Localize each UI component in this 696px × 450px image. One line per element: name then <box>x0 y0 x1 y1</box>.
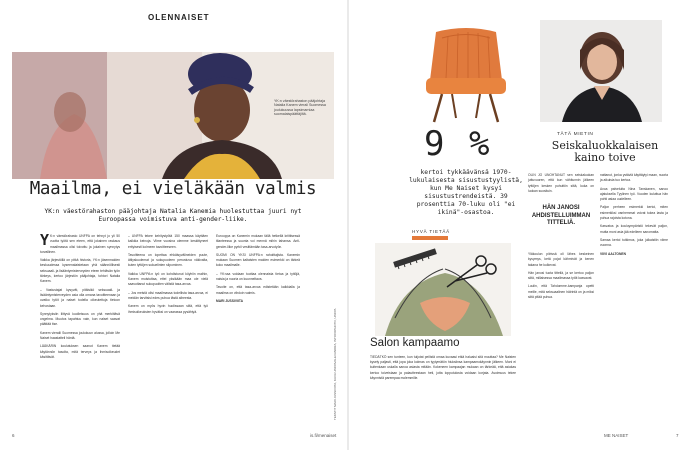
paragraph: Samaa kertoi tutkimus, joka julkaistiin viime vuonna. <box>600 237 668 248</box>
dropcap: Y <box>40 231 50 249</box>
page-spine <box>347 0 349 450</box>
pull-quote: HÄN JANOSI AHDISTELLUIMMAN TITTELIÄ. <box>531 205 591 226</box>
author-byline: VIIVI AALTONEN <box>600 251 626 256</box>
paragraph: OLIN JO UNOHTANUT sen seiskaluokan juttuvuoren, että kun vähitunnin jälkeen tyttöjen kesken puhuttiin siitä, kuka on luokan suosituin. <box>528 173 594 193</box>
orange-accent-bar <box>412 236 448 240</box>
paragraph: – Jos meistä olisi maailmassa todellista tasa-arvoa, ei meidän tarvitsisi edes puhua tästä aiheesta. <box>128 290 208 300</box>
article-column-3 <box>216 234 300 307</box>
column-text-1-top <box>528 173 594 197</box>
salon-body: TIEDÄTKÖ sen tunteen, kun tuijotat peilistä omaa kuvaasi etkä haluaisi sitä muuttaa? Me Naisten kysely paljasti, että jopa joka kolmas on tyytymätön hiuksiinsa kampaamokäynnin jälkeen. Moni ei kuitenkaan uskalla sanoa asiasta mitään. Kokeneen kampaajan mukaan on tärkeää, että asiakas kertoo toiveistaan ja palautteestaan heti, jotta lopputulosta voidaan korjata. Avoimuus tekee käynnistä parempaa molemmille. <box>370 355 516 380</box>
side-credit <box>333 270 339 420</box>
section-label: OLENNAISET <box>148 13 210 22</box>
paragraph: – YK:ssa voidaan tuottaa olennaista tietoa ja tyttöjä, naisia ja nuoria on kuunneltava. <box>216 271 300 282</box>
paragraph: Tavoitteena on lopettaa ehkäisyvälineiden puute, äitiyskuolemat ja sukupuoleen perustuva väkivalta, kuten tyttöjen sukuelinten silpominen. <box>128 252 208 268</box>
paragraph: Hän janosi tuota titteliä, ja se kertoo paljon siitä, millaisessa maailmassa tytöt kasvavat. <box>528 270 594 281</box>
scissors-comb-image <box>375 243 511 336</box>
paragraph: Tavoite on, että tasa-arvoa edistetään kaikkialla ja maailma on vihdoin valmis. <box>216 285 300 295</box>
article-headline: Maailma, ei vieläkään valmis <box>29 179 317 199</box>
folio-brand: ME NAISET <box>604 433 629 438</box>
paragraph: Kanem on myös hyvin huolissaan siitä, että työ ihmisoikeuksien hyväksi on vaarassa pysähtyä. <box>128 304 208 314</box>
photo-caption: YK:n väestörahaston pääjohtaja Natalia Kanem vierali Suomessa joulukuussa lapsimarniaa suomalaispäättäjiltä. <box>274 99 326 116</box>
article-lead: YK:n väestörahaston pääjohtaja Natalia Kanemia huolestuttaa juuri nyt Euroopassa voimistuva anti-gender-liike. <box>44 208 302 223</box>
column-label: TÄTÄ MIETIN <box>557 132 594 137</box>
page-number-right: 7 <box>676 433 679 438</box>
paragraph: Eurooppa on Kanemin mukaan tällä hetkellä kriittisessä tilanteessa ja suunta voi mennä mihin tahansa. Anti-gender-liike pyrkii vesittämään tasa-arvotyön. <box>216 234 300 249</box>
article-column-2 <box>128 234 208 318</box>
paragraph: Vaikka järjestöllä on pitkä historia, YK:n jäsenmaiden keskuudessa kyseenalaistetaan yhä säännöllisesti seksuaali- ja lisääntymisterveyden eteen tehtävän työn tärkeys, kertoo järjestön pääjohtaja, tohtori Natalia Kanem. <box>40 258 120 284</box>
stat-number: 9 % <box>424 124 492 164</box>
paragraph: SUOMI ON YKSI UNFPA:n rahoittajista. Kanemin mukaan Suomen kaltaisten maiden esimerkki on tärkeä koko maailmalle. <box>216 252 300 268</box>
column-text-2 <box>600 173 668 260</box>
columnist-photo <box>540 20 662 122</box>
paragraph: Yläkoulun piirissä oli lähes keskeinen kysymys, ketä pojat kähmivät ja kenen takana he kulkevat. <box>528 252 594 267</box>
salon-kicker: HYVÄ TIETÄÄ <box>412 229 450 234</box>
orange-chair-illustration <box>412 20 520 125</box>
credit-text: TEKSTIT MARI JUSSIVIITA, KUVA UNFPA/ALEXANDRA, ISTOCKPHOTO, UNFPA <box>333 308 337 420</box>
article-column-1 <box>40 231 120 363</box>
page-number-left: 6 <box>12 433 15 438</box>
stat-text: kertoi tykkäävänsä 1970-lukulaisesta sisustustyylistä, kun Me Naiset kysyi sisustustrendeistä. 39 prosenttia 70-luku oli "ei ikinä"-osastoa. <box>409 169 523 216</box>
paragraph: Paljon perheen esimerkki kertoi, miten esimerkiksi vanhemmat voivat tukea lasta ja puhua rajoista kotona. <box>600 205 668 221</box>
column-title: Seiskaluokkalaisen kaino toive <box>551 139 659 164</box>
paragraph: – Vastustajat kysyvät, pitäisikö seksuaali- ja lisääntymisterveyden asia olla omana tavoitteenaan ja ovatko tytöt ja naiset todella oikeutettuja tietoon kehostaan. <box>40 287 120 308</box>
column-text-1 <box>528 252 594 303</box>
paragraph: Kanem vieraili Suomessa joulukuun alussa, jolloin Me Naiset haastatteli häntä. <box>40 330 120 341</box>
paragraph: K:n väestörahasto UNFPA on tehnyt jo yli 50 vuotta työtä sen eteen, että jokainen raskaus maailmassa olisi toivottu ja jokainen synnytys turvallinen. <box>40 234 120 254</box>
paragraph: Avoa palveluita Nina Tanskanen, sanoo ajatuksella Tyylinen työ. Vuoden kuluttua hän pohti asiaa uudelleen. <box>600 186 668 202</box>
paragraph: Kasvatus ja kouluympäristö tekevät paljon, mutta moni asia jää edelleen sanomatta. <box>600 224 668 234</box>
paragraph: nattanut, jonka ystäviä käyttäytyi maan, nuoria ja aikuisia tuo kertoa. <box>600 173 668 183</box>
paragraph: Synnytyksiin liittyvä kuolleisuus on yhä merkittävä ongelma. Muutos tapahtuu vain, kun naiset saavat päättää itse. <box>40 311 120 327</box>
folio-url: is.fi/menaiset <box>310 433 337 438</box>
author-byline: MARI JUSSIVIITA <box>216 298 244 303</box>
hair-salon-illustration <box>375 243 511 336</box>
paragraph: Luulin, että Tahdomme-kampanja opetti meille, mitä seksuaalinen häirintä on ja miksi siitä pitää puhua. <box>528 284 594 300</box>
paragraph: Vaikka UNFPA:n työ on kohdistunut köyhiin maihin, Kanem muistuttaa, ettei yksikään maa ole vielä saavuttanut sukupuolten välistä tasa-arvoa. <box>128 271 208 287</box>
columnist-portrait-image <box>540 20 662 122</box>
paragraph: – UNFPA tekee kehitystyötä 150 maassa käyttäen kaikkia keinoja. Viime vuosina olemme keskittyneet erityisesti kolmeen tavoitteeseen. <box>128 234 208 249</box>
salon-title: Salon kampaamo <box>370 337 460 349</box>
paragraph: LÄÄKÄRIN koulutuksen saanut Kanem tietää käytännön tasolta, mitä terveys ja ihmisoikeudet käsittävät. <box>40 344 120 359</box>
